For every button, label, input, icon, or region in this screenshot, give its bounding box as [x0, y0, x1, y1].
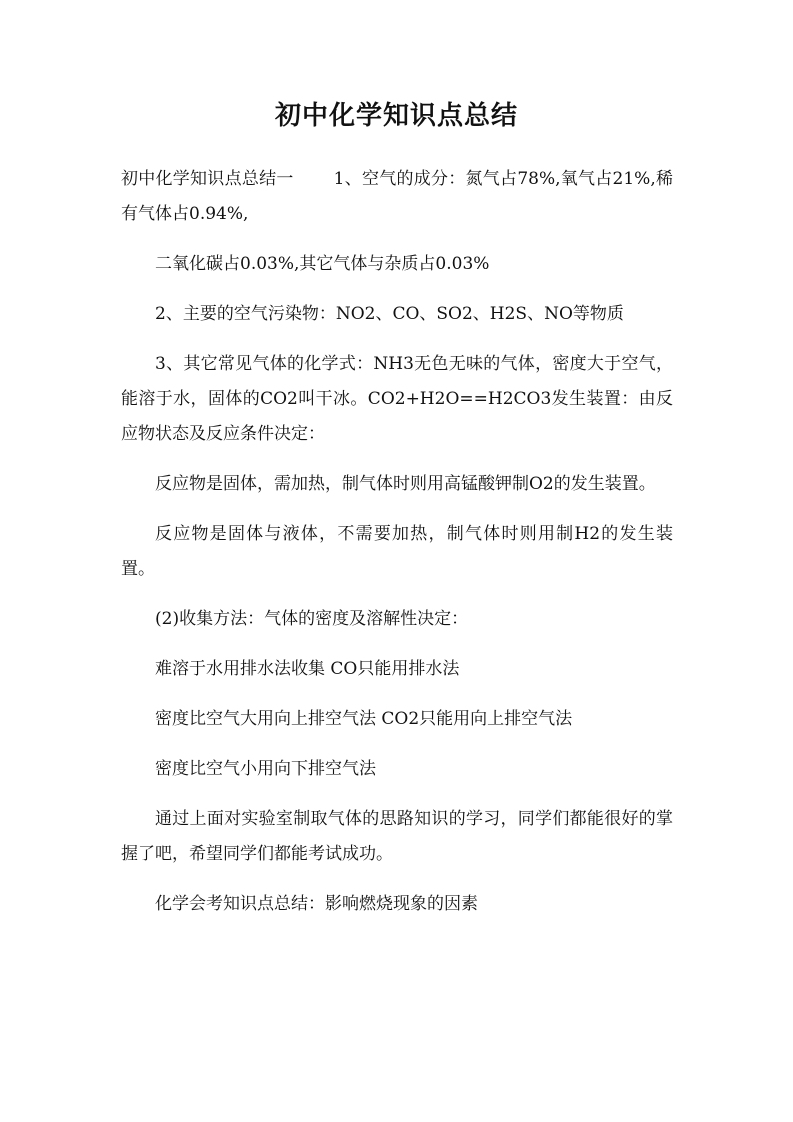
paragraph-6: 反应物是固体与液体，不需要加热，制气体时则用制H2的发生装置。: [121, 524, 673, 579]
paragraph-10: 密度比空气小用向下排空气法: [155, 759, 376, 779]
paragraph-5: 反应物是固体，需加热，制气体时则用高锰酸钾制O2的发生装置。: [155, 474, 656, 494]
paragraph-12: 化学会考知识点总结：影响燃烧现象的因素: [155, 894, 478, 914]
document-body: [121, 162, 673, 937]
document-title: 初中化学知识点总结: [274, 101, 518, 131]
paragraph-9: 密度比空气大用向上排空气法 CO2只能用向上排空气法: [155, 709, 573, 729]
paragraph-8: 难溶于水用排水法收集 CO只能用排水法: [155, 659, 460, 679]
paragraph-4: 3、其它常见气体的化学式：NH3无色无味的气体，密度大于空气，能溶于水，固体的CO2叫干冰。CO2+H2O==H2CO3发生装置：由反应物状态及反应条件决定：: [121, 354, 673, 444]
section-heading: 初中化学知识点总结一: [121, 169, 294, 189]
paragraph-1: [121, 162, 673, 232]
paragraph-1-text: 1、空气的成分：氮气占78%,氧气占21%,稀有气体占0.94%,: [121, 169, 674, 224]
paragraph-7: (2)收集方法：气体的密度及溶解性决定：: [155, 609, 469, 629]
paragraph-3: 2、主要的空气污染物：NO2、CO、SO2、H2S、NO等物质: [155, 304, 624, 324]
paragraph-2: 二氧化碳占0.03%,其它气体与杂质占0.03%: [155, 254, 490, 274]
paragraph-11: 通过上面对实验室制取气体的思路知识的学习，同学们都能很好的掌握了吧，希望同学们都能考试成功。: [121, 809, 673, 864]
